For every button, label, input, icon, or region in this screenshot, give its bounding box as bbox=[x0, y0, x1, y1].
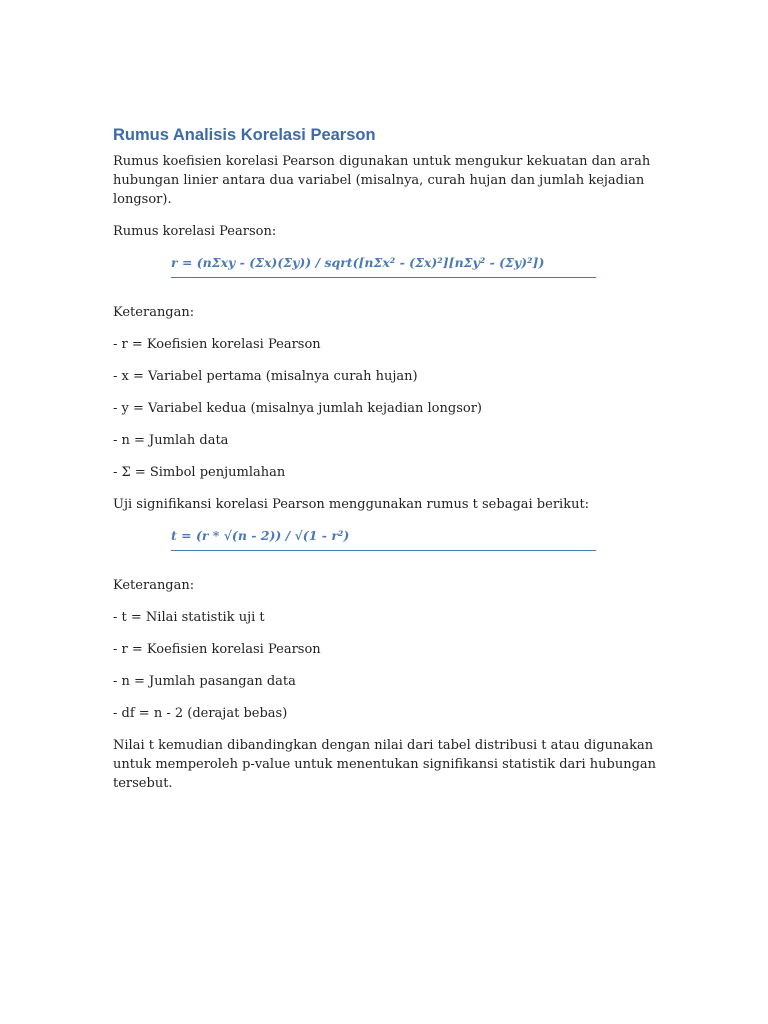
t-formula: t = (r * √(n - 2)) / √(1 - r²) bbox=[171, 528, 350, 543]
legend2-item: - n = Jumlah pasangan data bbox=[113, 674, 296, 689]
conclusion-paragraph: Nilai t kemudian dibandingkan dengan nilai dari tabel distribusi t atau digunakan untuk memperoleh p-value untuk menentukan signifikansi statistik dari hubungan tersebut. bbox=[113, 738, 657, 791]
legend2-title: Keterangan: bbox=[113, 578, 195, 593]
legend2-item: - r = Koefisien korelasi Pearson bbox=[113, 642, 321, 657]
test-label: Uji signifikansi korelasi Pearson menggunakan rumus t sebagai berikut: bbox=[113, 497, 590, 512]
t-formula-block bbox=[171, 527, 596, 551]
legend1-title: Keterangan: bbox=[113, 305, 195, 320]
document-page bbox=[113, 124, 673, 806]
legend1-item: - x = Variabel pertama (misalnya curah hujan) bbox=[113, 369, 418, 384]
legend1-item: - y = Variabel kedua (misalnya jumlah kejadian longsor) bbox=[113, 401, 482, 416]
legend1-item: - Σ = Simbol penjumlahan bbox=[113, 465, 286, 480]
formula-label: Rumus korelasi Pearson: bbox=[113, 224, 277, 239]
intro-paragraph: Rumus koefisien korelasi Pearson digunakan untuk mengukur kekuatan dan arah hubungan linier antara dua variabel (misalnya, curah hujan dan jumlah kejadian longsor). bbox=[113, 154, 651, 207]
legend1-item: - n = Jumlah data bbox=[113, 433, 229, 448]
document-title: Rumus Analisis Korelasi Pearson bbox=[113, 126, 376, 144]
legend2-item: - df = n - 2 (derajat bebas) bbox=[113, 706, 288, 721]
legend2-item: - t = Nilai statistik uji t bbox=[113, 610, 265, 625]
pearson-formula-block bbox=[171, 254, 596, 278]
legend1-item: - r = Koefisien korelasi Pearson bbox=[113, 337, 321, 352]
pearson-formula: r = (nΣxy - (Σx)(Σy)) / sqrt([nΣx² - (Σx)²][nΣy² - (Σy)²]) bbox=[171, 255, 545, 270]
